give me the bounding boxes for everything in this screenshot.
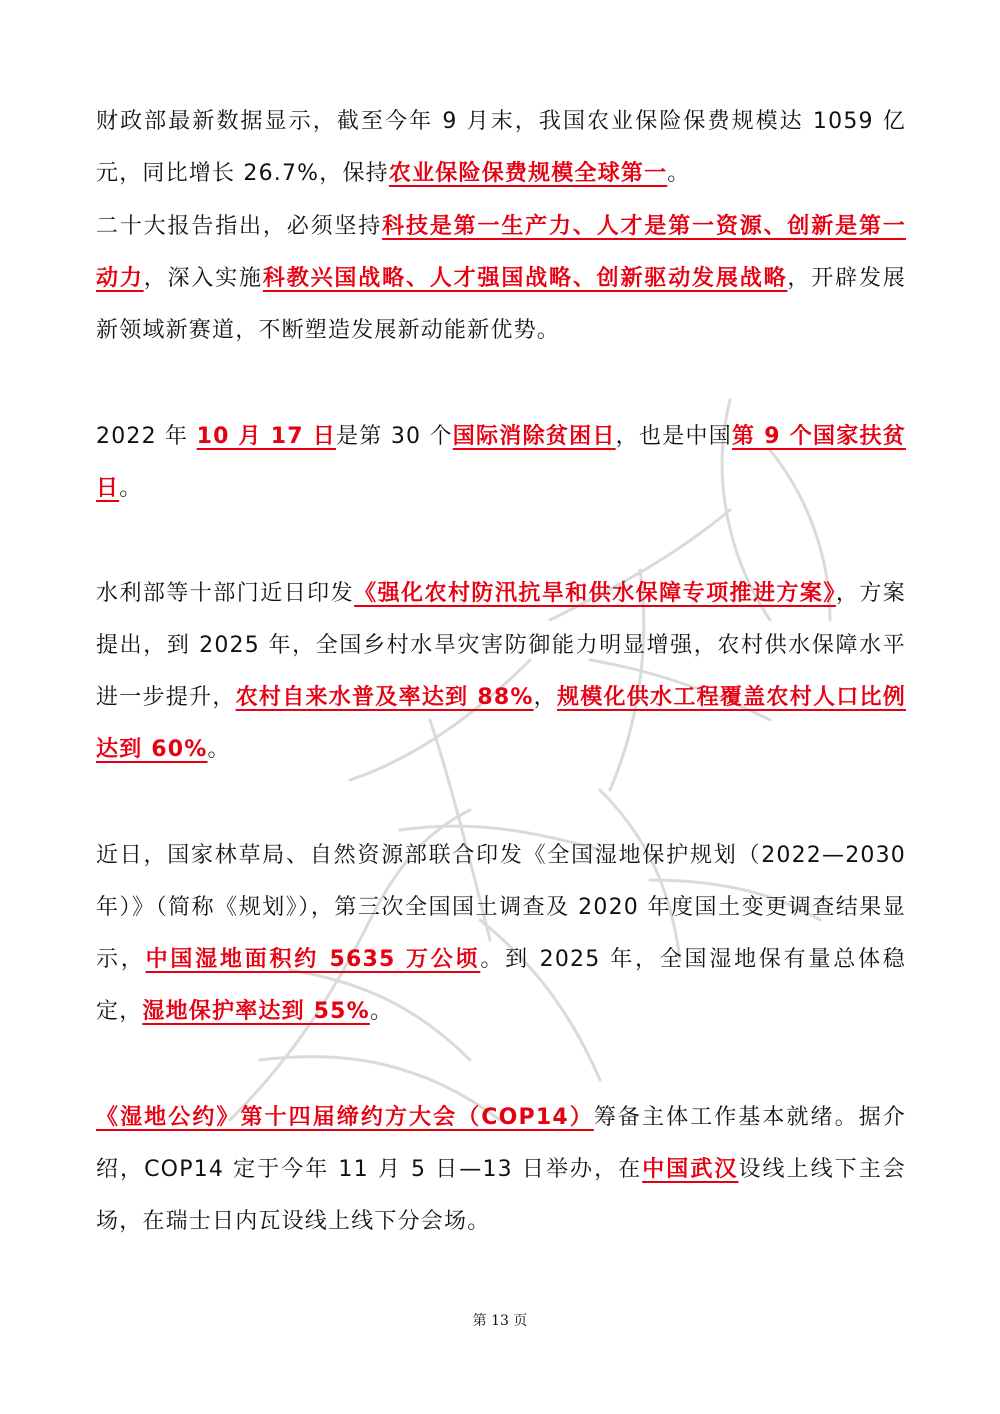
paragraph-poverty-day: [96, 411, 906, 515]
highlighted-key-phrase: 规模化供水工程覆盖农村人口比例达到 60%: [96, 685, 906, 762]
body-text: 筹备主体工作基本就绪。据介绍，COP14 定于今年 11 月 5 日—13 日举办，在: [96, 1105, 906, 1182]
highlighted-key-phrase: 中国武汉: [642, 1157, 739, 1182]
body-text: 。到 2025 年，全国湿地保有量总体稳定，: [96, 947, 907, 1024]
body-text: 。: [119, 476, 143, 501]
page-number: 第 13 页: [472, 1313, 528, 1329]
body-text: 。: [667, 161, 691, 186]
highlighted-key-phrase: 科技是第一生产力、人才是第一资源、创新是第一动力: [96, 214, 906, 291]
paragraph-wetland-plan: [96, 830, 906, 1038]
body-text: 。: [207, 737, 231, 762]
highlighted-key-phrase: 科教兴国战略、人才强国战略、创新驱动发展战略: [262, 266, 788, 291]
body-text: 2022 年: [96, 424, 197, 449]
paragraph-water-plan: [96, 568, 906, 776]
body-text: 是第 30 个: [336, 424, 453, 449]
highlighted-key-phrase: 10 月 17 日: [196, 424, 336, 449]
highlighted-key-phrase: 《强化农村防汛抗旱和供水保障专项推进方案》: [354, 581, 836, 606]
highlighted-key-phrase: 中国湿地面积约 5635 万公顷: [145, 947, 481, 972]
body-text: 近日，国家林草局、自然资源部联合印发《全国湿地保护规划（2022—2030 年）》（简称《规划》），第三次全国国土调查及 2020 年度国土变更调查结果显示，: [96, 843, 906, 972]
body-text: 水利部等十部门近日印发: [96, 581, 355, 606]
body-text: ，: [533, 685, 557, 710]
highlighted-key-phrase: 第 9 个国家扶贫日: [96, 424, 906, 501]
body-text: 设线上线下主会场，在瑞士日内瓦设线上线下分会场。: [96, 1157, 906, 1234]
highlighted-key-phrase: 《湿地公约》第十四届缔约方大会（COP14）: [96, 1105, 594, 1130]
paragraph-agri-insurance: [96, 96, 906, 200]
body-text: 二十大报告指出，必须坚持: [96, 214, 383, 239]
body-text: 。: [369, 999, 394, 1024]
body-text: ，开辟发展新领域新赛道，不断塑造发展新动能新优势。: [96, 266, 906, 343]
highlighted-key-phrase: 国际消除贫困日: [452, 424, 616, 449]
highlighted-key-phrase: 湿地保护率达到 55%: [142, 999, 370, 1024]
paragraph-report-strategy: [96, 201, 906, 357]
body-text: 财政部最新数据显示，截至今年 9 月末，我国农业保险保费规模达 1059 亿元，同比增长 26.7%，保持: [96, 109, 906, 186]
highlighted-key-phrase: 农村自来水普及率达到 88%: [235, 685, 534, 710]
paragraph-cop14: [96, 1092, 906, 1248]
body-text: ，方案提出，到 2025 年，全国乡村水旱灾害防御能力明显增强，农村供水保障水平进一步提升，: [96, 581, 907, 710]
highlighted-key-phrase: 农业保险保费规模全球第一: [388, 161, 668, 186]
body-text: ，也是中国: [615, 424, 733, 449]
body-text: ，深入实施: [143, 266, 263, 291]
